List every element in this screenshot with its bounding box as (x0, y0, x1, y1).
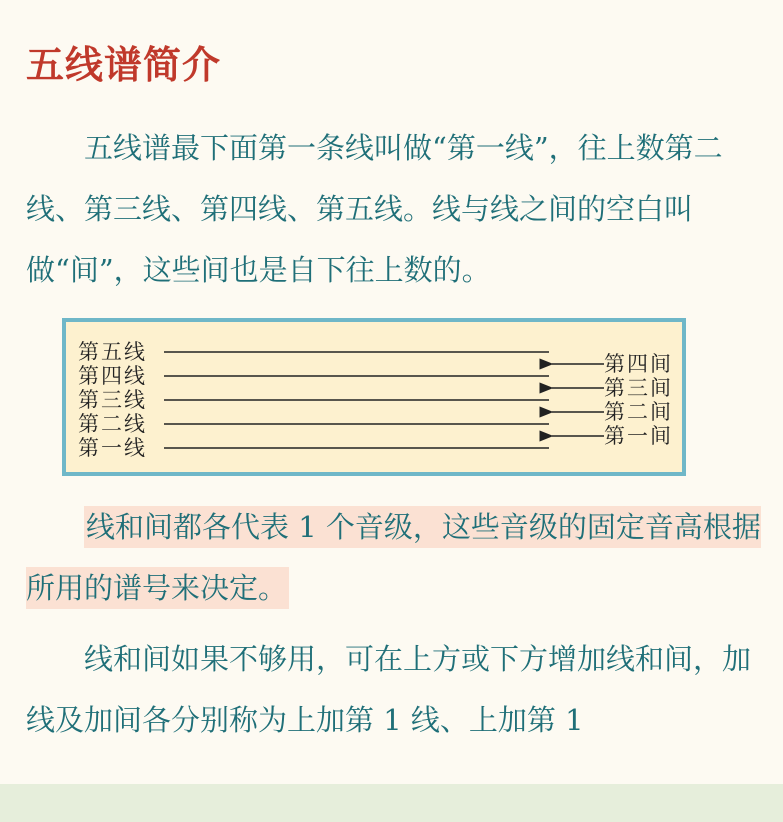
line-label-1: 第一线 (78, 436, 147, 460)
line-label-2: 第二线 (78, 412, 147, 436)
line-label-3: 第三线 (78, 388, 147, 412)
space-label-2: 第二间 (604, 400, 673, 424)
staff-diagram (62, 318, 686, 476)
space-label-1: 第一间 (604, 424, 673, 448)
line-label-5: 第五线 (78, 340, 147, 364)
space-label-3: 第三间 (604, 376, 673, 400)
page-title: 五线谱简介 (26, 43, 222, 87)
footer-band (0, 784, 783, 822)
line-label-4: 第四线 (78, 364, 147, 388)
intro-paragraph: 五线谱最下面第一条线叫做“第一线”，往上数第二线、第三线、第四线、第五线。线与线之间的空白叫做“间”，这些间也是自下往上数的。 (26, 131, 723, 287)
highlight-paragraph (26, 497, 761, 619)
staff-lines-svg (66, 322, 682, 472)
space-label-4: 第四间 (604, 352, 673, 376)
extension-paragraph: 线和间如果不够用，可在上方或下方增加线和间，加线及加间各分别称为上加第 1 线、上加第 1 (26, 642, 752, 737)
highlighted-text: 线和间都各代表 1 个音级，这些音级的固定音高根据所用的谱号来决定。 (26, 506, 761, 609)
